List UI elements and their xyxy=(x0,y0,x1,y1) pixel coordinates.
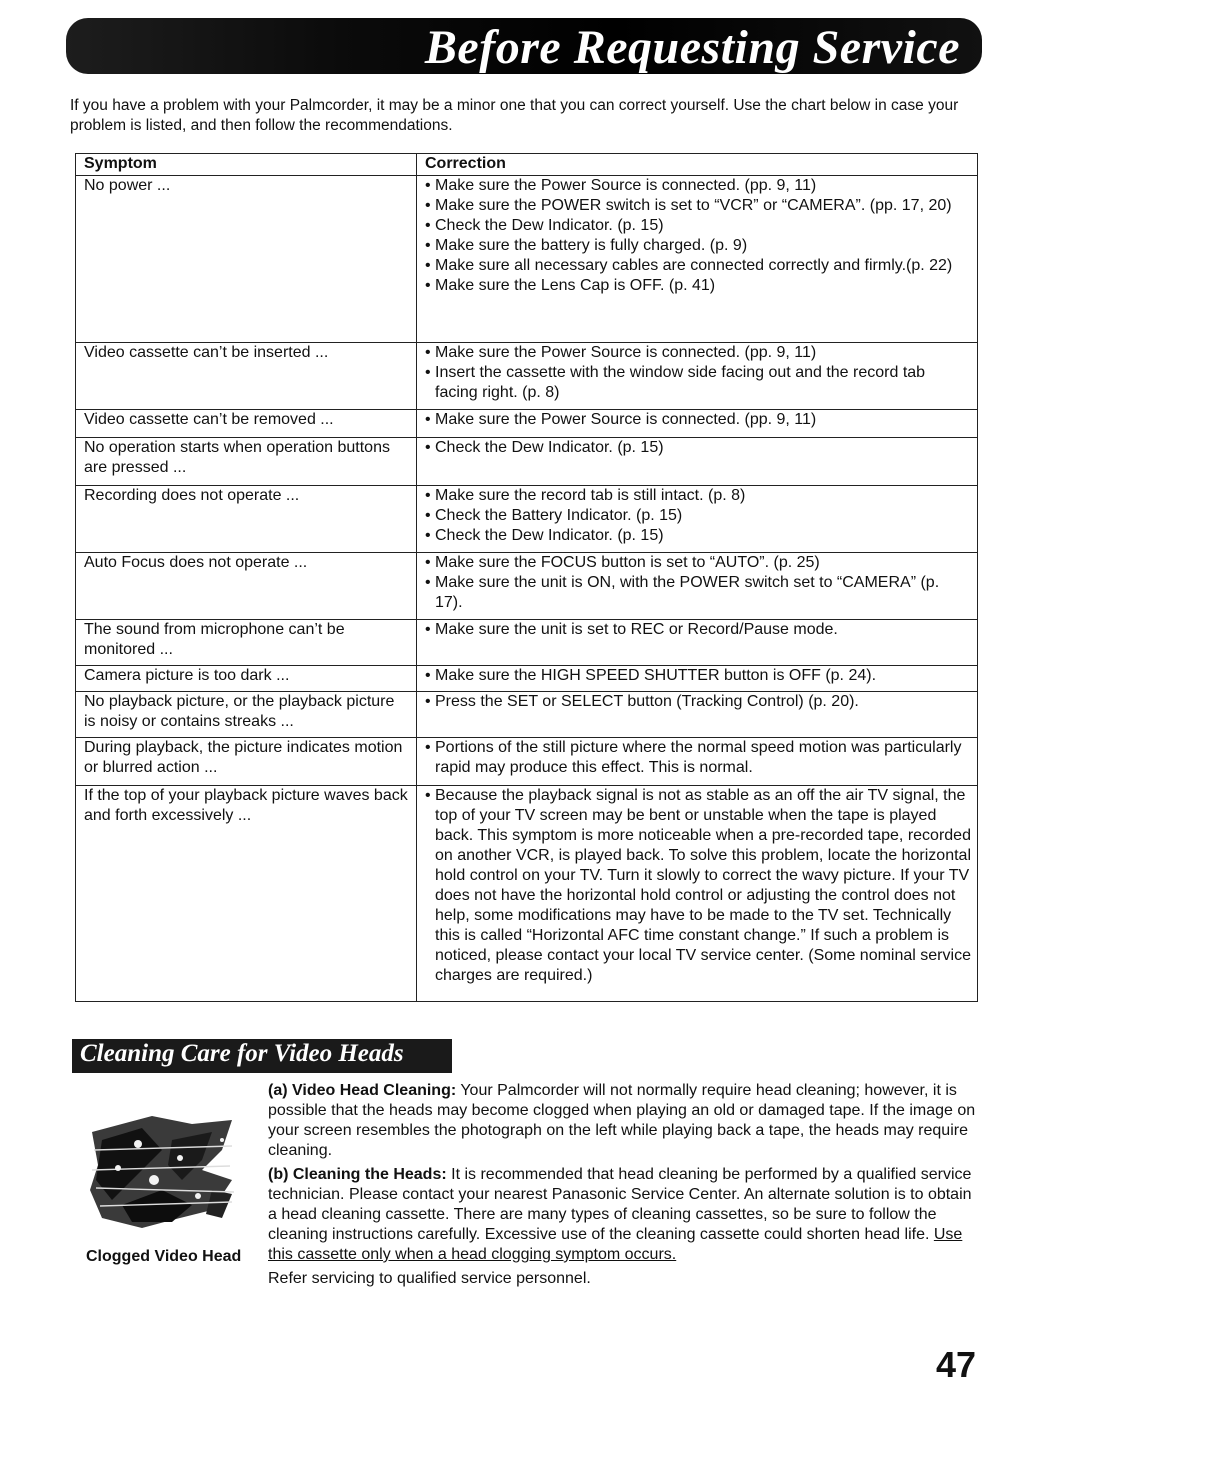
page-number: 47 xyxy=(935,1344,976,1385)
photo-caption: Clogged Video Head xyxy=(86,1248,242,1265)
table-header-row xyxy=(76,154,978,176)
correction-cell xyxy=(417,343,978,410)
paragraph-a-label: (a) Video Head Cleaning: xyxy=(268,1082,457,1099)
correction-item: • Because the playback signal is not as stable as an off the air TV signal, the top of your TV screen may be bent or unstable when the tape is played back. This symptom is more noticeable when a pre-recorded tape, recorded on another VCR, is played back. To solve this problem, locate the horizontal hold control on your TV. Turn it slowly to correct the wavy picture. If your TV does not have the horizontal hold control or adjusting the control does not help, some modifications may have to be made to the TV set. Technically this is called “Horizontal AFC time constant change.” If such a problem is noticed, please contact your local TV service center. (Some nominal service charges are required.) xyxy=(421,786,971,986)
table-row xyxy=(76,738,978,786)
correction-item: • Check the Dew Indicator. (p. 15) xyxy=(421,526,971,546)
table-row xyxy=(76,438,978,486)
table-body xyxy=(76,176,978,1002)
table-row xyxy=(76,410,978,438)
correction-item: • Make sure all necessary cables are connected correctly and firmly.(p. 22) xyxy=(421,256,971,276)
cleaning-heads-paragraph xyxy=(268,1165,980,1265)
table-row xyxy=(76,666,978,692)
correction-item: • Press the SET or SELECT button (Tracking Control) (p. 20). xyxy=(421,692,971,712)
symptom-cell: Video cassette can’t be removed ... xyxy=(76,410,417,438)
correction-cell xyxy=(417,620,978,666)
correction-item: • Make sure the record tab is still intact. (p. 8) xyxy=(421,486,971,506)
correction-cell xyxy=(417,666,978,692)
paragraph-b-label: (b) Cleaning the Heads: xyxy=(268,1166,447,1183)
correction-item: • Make sure the HIGH SPEED SHUTTER button is OFF (p. 24). xyxy=(421,666,971,686)
symptom-cell: No operation starts when operation buttons are pressed ... xyxy=(76,438,417,486)
correction-cell xyxy=(417,786,978,1002)
table-row xyxy=(76,486,978,553)
correction-item: • Portions of the still picture where the normal speed motion was particularly rapid may produce this effect. This is normal. xyxy=(421,738,971,778)
table-row xyxy=(76,692,978,738)
correction-item: • Check the Dew Indicator. (p. 15) xyxy=(421,438,971,458)
symptom-cell: Recording does not operate ... xyxy=(76,486,417,553)
correction-cell xyxy=(417,438,978,486)
symptom-cell: Video cassette can’t be inserted ... xyxy=(76,343,417,410)
symptom-cell: During playback, the picture indicates motion or blurred action ... xyxy=(76,738,417,786)
correction-item: • Make sure the FOCUS button is set to “AUTO”. (p. 25) xyxy=(421,553,971,573)
cleaning-instructions xyxy=(268,1081,980,1293)
refer-servicing-text: Refer servicing to qualified service personnel. xyxy=(268,1270,591,1287)
clogging-warning: Use this cassette only when a head clogging symptom occurs. xyxy=(268,1226,963,1263)
section-heading-bar xyxy=(72,1039,452,1073)
table-row xyxy=(76,786,978,1002)
symptom-cell: Auto Focus does not operate ... xyxy=(76,553,417,620)
section-heading: Cleaning Care for Video Heads xyxy=(80,1040,404,1067)
correction-cell xyxy=(417,738,978,786)
correction-item: • Make sure the unit is set to REC or Record/Pause mode. xyxy=(421,620,971,640)
intro-paragraph: If you have a problem with your Palmcorder, it may be a minor one that you can correct yourself. Use the chart below in case your problem is listed, and then follow the recommendations. xyxy=(70,97,959,134)
correction-item: • Make sure the Lens Cap is OFF. (p. 41) xyxy=(421,276,971,296)
correction-cell xyxy=(417,410,978,438)
clogged-video-head-photo xyxy=(82,1110,242,1232)
clogged-head-image xyxy=(82,1110,242,1232)
correction-item: • Make sure the Power Source is connected. (pp. 9, 11) xyxy=(421,343,971,363)
correction-cell xyxy=(417,553,978,620)
symptom-cell: The sound from microphone can’t be monitored ... xyxy=(76,620,417,666)
symptom-cell: Camera picture is too dark ... xyxy=(76,666,417,692)
correction-header: Correction xyxy=(417,154,978,176)
paragraph-a-text: Your Palmcorder will not normally require head cleaning; however, it is possible that the heads may become clogged when playing an old or damaged tape. If the image on your screen resembles the photograph on the left while playing back a tape, the heads may require cleaning. xyxy=(268,1082,976,1159)
correction-item: • Check the Battery Indicator. (p. 15) xyxy=(421,506,971,526)
correction-item: • Make sure the Power Source is connected. (pp. 9, 11) xyxy=(421,410,971,430)
title-banner xyxy=(66,18,982,74)
correction-item: • Insert the cassette with the window side facing out and the record tab facing right. (p. 8) xyxy=(421,363,971,403)
symptom-cell: No playback picture, or the playback picture is noisy or contains streaks ... xyxy=(76,692,417,738)
video-head-cleaning-paragraph xyxy=(268,1081,980,1161)
table-row xyxy=(76,343,978,410)
symptom-cell: If the top of your playback picture waves back and forth excessively ... xyxy=(76,786,417,1002)
paragraph-b-text: It is recommended that head cleaning be performed by a qualified service technician. Please contact your nearest Panasonic Service Center. An alternate solution is to obtain a head cleaning cassette. There are many types of cleaning cassettes, so be sure to follow the cleaning instructions carefully. Excessive use of the cleaning cassette could shorten head life. xyxy=(268,1166,972,1243)
correction-item: • Make sure the Power Source is connected. (pp. 9, 11) xyxy=(421,176,971,196)
correction-item: • Make sure the unit is ON, with the POWER switch set to “CAMERA” (p. 17). xyxy=(421,573,971,613)
correction-cell xyxy=(417,176,978,343)
table-row xyxy=(76,553,978,620)
correction-item: • Make sure the battery is fully charged. (p. 9) xyxy=(421,236,971,256)
symptom-header: Symptom xyxy=(76,154,417,176)
correction-item: • Check the Dew Indicator. (p. 15) xyxy=(421,216,971,236)
correction-item: • Make sure the POWER switch is set to “VCR” or “CAMERA”. (pp. 17, 20) xyxy=(421,196,971,216)
symptom-cell: No power ... xyxy=(76,176,417,343)
table-row xyxy=(76,620,978,666)
correction-cell xyxy=(417,692,978,738)
page-title: Before Requesting Service xyxy=(424,21,960,74)
correction-cell xyxy=(417,486,978,553)
troubleshooting-table xyxy=(75,153,978,1002)
table-row xyxy=(76,176,978,343)
